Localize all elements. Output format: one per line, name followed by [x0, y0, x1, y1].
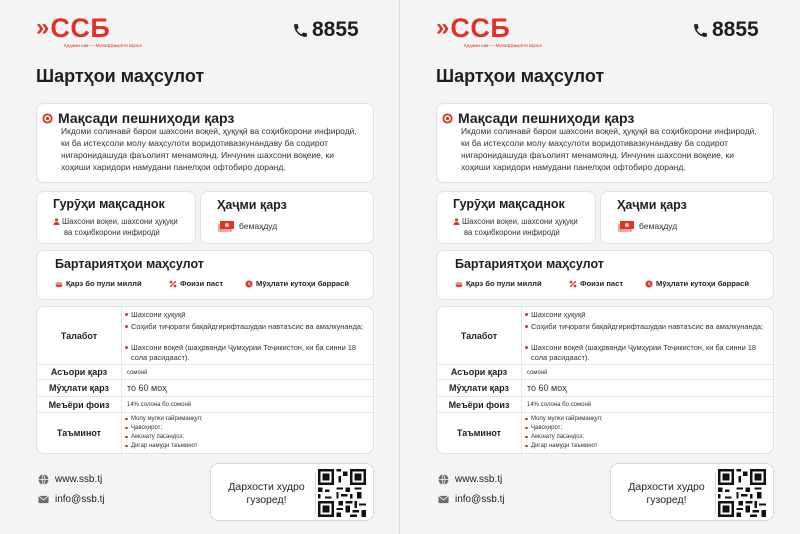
requirement-item: Шахсони ҳуқуқӣ — [525, 310, 769, 320]
loan-purpose-heading: Мақсади пешниҳоди қарз — [58, 110, 235, 126]
currency-label: Асъори қарз — [450, 367, 508, 377]
advantage-item — [645, 279, 749, 288]
loan-amount-heading: Ҳаҷми қарз — [217, 198, 287, 212]
apply-card[interactable] — [610, 463, 774, 521]
loan-amount-value: бемаҳдуд — [639, 220, 678, 231]
brand-name: ССБ — [450, 13, 511, 43]
currency-value: сомонӣ — [127, 370, 148, 376]
collateral-item: Дигар намуди таъминот — [125, 442, 369, 451]
requirement-item: Шахсони воқеӣ (шаҳрванди Ҷумҳурии Тоҷикистон, ки ба синни 18 сола расидааст). — [525, 343, 769, 363]
conditions-table — [436, 306, 774, 454]
term-value: то 60 моҳ — [527, 383, 567, 393]
loan-amount-heading: Ҳаҷми қарз — [617, 198, 687, 212]
globe-icon — [38, 474, 49, 485]
clock-icon — [245, 280, 253, 288]
loan-purpose-card — [436, 103, 774, 183]
person-icon — [453, 218, 460, 225]
collateral-item: Дигар намуди таъминот — [525, 442, 769, 451]
loan-purpose-card — [36, 103, 374, 183]
brand-tagline: Қадами нав — Муваффақияти Шумо! — [464, 43, 543, 48]
collateral-item: Амонату пасандоз; — [125, 433, 369, 442]
qr-code-icon — [318, 469, 366, 517]
loan-purpose-heading: Мақсади пешниҳоди қарз — [458, 110, 635, 126]
brand-tagline: Қадами нав — Муваффақияти Шумо! — [64, 43, 143, 48]
collateral-item: Амонату пасандоз; — [525, 433, 769, 442]
currency-value: сомонӣ — [527, 370, 548, 376]
loan-amount-card — [200, 191, 374, 244]
collateral-label: Таъминот — [56, 428, 102, 438]
advantage-label: Фоизи паст — [180, 279, 224, 288]
target-group-card — [436, 191, 596, 244]
website-link[interactable] — [438, 474, 502, 485]
advantage-item — [455, 279, 542, 288]
collateral-item: Ҷавоҳирот; — [125, 424, 369, 433]
advantage-item — [569, 279, 623, 288]
collateral-item: Молу мулки ғайриманқул; — [125, 415, 369, 424]
collateral-label: Таъминот — [456, 428, 502, 438]
target-group-line-2: ва соҳибкорони инфиродӣ — [464, 228, 560, 237]
advantages-card — [36, 250, 374, 300]
advantage-item — [55, 279, 142, 288]
brand-name: ССБ — [50, 13, 111, 43]
percent-icon — [169, 280, 177, 288]
website-link[interactable] — [38, 474, 102, 485]
requirements-label: Талабот — [460, 331, 498, 341]
loan-purpose-text: Икдоми солинавӣ барои шахсони воқеӣ, ҳуқуқӣ ва соҳибкорони инфиродӣ, ки ба истеҳсоли молу маҳсулоти воридотивазкунандаву ба содирот нигаронидашуда фаъолият менамоянд. Инчунин шахсони воқеие, ки хоҳиши харидори намудани панелҳои офтобиро доранд. — [61, 126, 357, 172]
advantage-item — [169, 279, 223, 288]
target-group-card — [36, 191, 196, 244]
hotline-number: 8855 — [312, 18, 359, 41]
email-link[interactable] — [38, 494, 105, 505]
percent-icon — [569, 280, 577, 288]
advantage-label: Қарз бо пули миллӣ — [66, 279, 142, 288]
brand-logo — [436, 13, 543, 48]
money-stack-icon — [217, 218, 235, 233]
requirement-item: Шахсони ҳуқуқӣ — [125, 310, 369, 320]
hotline-number: 8855 — [712, 18, 759, 41]
clock-icon — [645, 280, 653, 288]
requirements-label: Талабот — [60, 331, 98, 341]
coins-icon — [455, 280, 463, 288]
loan-amount-value: бемаҳдуд — [239, 220, 278, 231]
loan-amount-card — [600, 191, 774, 244]
advantages-card — [436, 250, 774, 300]
requirement-item: Соҳиби тиҷорати бақайдгирифташудаи навтаъсис ва амалкунанда; — [125, 322, 369, 332]
advantage-label: Мӯҳлати кутоҳи баррасӣ — [256, 279, 349, 288]
phone-icon — [692, 22, 709, 39]
globe-icon — [438, 474, 449, 485]
person-icon — [53, 218, 60, 225]
advantage-label: Қарз бо пули миллӣ — [466, 279, 542, 288]
coins-icon — [55, 280, 63, 288]
term-label: Мӯҳлати қарз — [448, 383, 510, 393]
website-text: www.ssb.tj — [455, 474, 503, 485]
brochure-page-right — [400, 0, 800, 534]
target-group-line-2: ва соҳибкорони инфиродӣ — [64, 228, 160, 237]
target-icon — [42, 113, 53, 124]
advantage-item — [245, 279, 349, 288]
target-group-line-1: Шахсони воқеи, шахсони ҳуқуқи — [462, 217, 578, 226]
target-group-heading: Гурӯҳи мақсаднок — [453, 197, 565, 211]
advantage-label: Мӯҳлати кутоҳи баррасӣ — [656, 279, 749, 288]
apply-card[interactable] — [210, 463, 374, 521]
advantage-label: Фоизи паст — [580, 279, 624, 288]
phone-icon — [292, 22, 309, 39]
conditions-table — [36, 306, 374, 454]
rate-label: Меъёри фоиз — [448, 400, 510, 410]
logo-arrows-icon: » — [436, 14, 445, 41]
target-group-heading: Гурӯҳи мақсаднок — [53, 197, 165, 211]
hotline[interactable] — [692, 18, 759, 42]
rate-value: 14% солона бо сомонӣ — [527, 402, 592, 408]
requirement-item: Шахсони воқеӣ (шаҳрванди Ҷумҳурии Тоҷикистон, ки ба синни 18 сола расидааст). — [125, 343, 369, 363]
website-text: www.ssb.tj — [55, 474, 103, 485]
page-title: Шартҳои маҳсулот — [36, 66, 205, 86]
mail-icon — [38, 494, 49, 505]
page-title: Шартҳои маҳсулот — [436, 66, 605, 86]
target-group-line-1: Шахсони воқеи, шахсони ҳуқуқи — [62, 217, 178, 226]
term-label: Мӯҳлати қарз — [48, 383, 110, 393]
email-text: info@ssb.tj — [455, 494, 505, 505]
rate-value: 14% солона бо сомонӣ — [127, 402, 192, 408]
loan-purpose-text: Икдоми солинавӣ барои шахсони воқеӣ, ҳуқуқӣ ва соҳибкорони инфиродӣ, ки ба истеҳсоли молу маҳсулоти воридотивазкунандаву ба содирот нигаронидашуда фаъолият менамоянд. Инчунин шахсони воқеие, ки хоҳиши харидори намудани панелҳои офтобиро доранд. — [461, 126, 757, 172]
money-stack-icon — [617, 218, 635, 233]
brand-logo — [36, 13, 143, 48]
apply-text: Дархости худро гузоред! — [628, 481, 705, 506]
apply-text: Дархости худро гузоред! — [228, 481, 305, 506]
advantages-heading: Бартариятҳои маҳсулот — [455, 257, 604, 271]
target-icon — [442, 113, 453, 124]
collateral-item: Ҷавоҳирот; — [525, 424, 769, 433]
email-link[interactable] — [438, 494, 505, 505]
mail-icon — [438, 494, 449, 505]
requirement-item: Соҳиби тиҷорати бақайдгирифташудаи навтаъсис ва амалкунанда; — [525, 322, 769, 332]
email-text: info@ssb.tj — [55, 494, 105, 505]
rate-label: Меъёри фоиз — [48, 400, 110, 410]
hotline[interactable] — [292, 18, 359, 42]
advantages-heading: Бартариятҳои маҳсулот — [55, 257, 204, 271]
logo-arrows-icon: » — [36, 14, 45, 41]
qr-code-icon — [718, 469, 766, 517]
collateral-item: Молу мулки ғайриманқул; — [525, 415, 769, 424]
currency-label: Асъори қарз — [50, 367, 108, 377]
term-value: то 60 моҳ — [127, 383, 167, 393]
